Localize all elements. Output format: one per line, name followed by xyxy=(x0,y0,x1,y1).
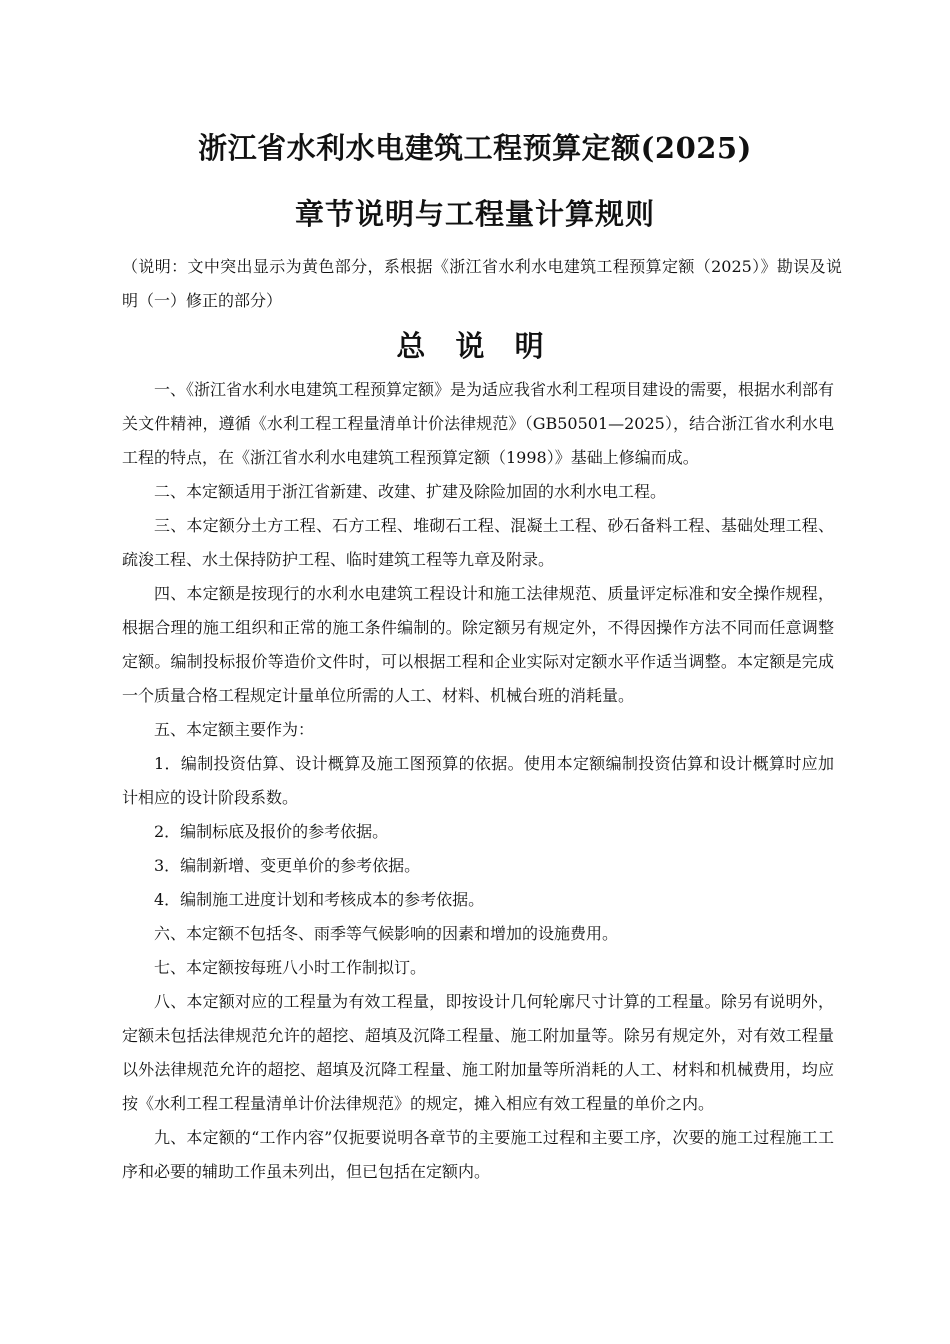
paragraph-3: 三、本定额分土方工程、石方工程、堆砌石工程、混凝土工程、砂石备料工程、基础处理工程、疏浚工程、水土保持防护工程、临时建筑工程等九章及附录。 xyxy=(122,516,834,569)
list-item-2: 2．编制标底及报价的参考依据。 xyxy=(154,822,389,841)
document-subtitle: 章节说明与工程量计算规则 xyxy=(294,197,655,231)
paragraph-8: 八、本定额对应的工程量为有效工程量，即按设计几何轮廓尺寸计算的工程量。除另有说明外，定额未包括法律规范允许的超挖、超填及沉降工程量、施工附加量等。除另有规定外，对有效工程量以外法律规范允许的超挖、超填及沉降工程量、施工附加量等所消耗的人工、材料和机械费用，均应按《水利工程工程量清单计价法律规范》的规定，摊入相应有效工程量的单价之内。 xyxy=(122,992,834,1113)
list-item-1: 1．编制投资估算、设计概算及施工图预算的依据。使用本定额编制投资估算和设计概算时应加计相应的设计阶段系数。 xyxy=(122,754,834,807)
body-text xyxy=(122,373,834,1189)
paragraph-2: 二、本定额适用于浙江省新建、改建、扩建及除险加固的水利水电工程。 xyxy=(154,482,667,501)
list-item-4: 4．编制施工进度计划和考核成本的参考依据。 xyxy=(154,890,485,909)
document-title: 浙江省水利水电建筑工程预算定额(2025) xyxy=(198,131,752,165)
paragraph-9: 九、本定额的“工作内容”仅扼要说明各章节的主要施工过程和主要工序，次要的施工过程施工工序和必要的辅助工作虽未列出，但已包括在定额内。 xyxy=(122,1128,834,1181)
paragraph-5: 五、本定额主要作为： xyxy=(154,720,315,739)
paragraph-6: 六、本定额不包括冬、雨季等气候影响的因素和增加的设施费用。 xyxy=(154,924,619,943)
paragraph-4: 四、本定额是按现行的水利水电建筑工程设计和施工法律规范、质量评定标准和安全操作规程，根据合理的施工组织和正常的施工条件编制的。除定额另有规定外，不得因操作方法不同而任意调整定额。编制投标报价等造价文件时，可以根据工程和企业实际对定额水平作适当调整。本定额是完成一个质量合格工程规定计量单位所需的人工、材料、机械台班的消耗量。 xyxy=(122,584,834,705)
list-item-3: 3．编制新增、变更单价的参考依据。 xyxy=(154,856,421,875)
revision-note: （说明：文中突出显示为黄色部分，系根据《浙江省水利水电建筑工程预算定额（2025）》勘误及说明（一）修正的部分） xyxy=(122,257,842,310)
section-heading: 总 说 明 xyxy=(396,329,554,363)
paragraph-7: 七、本定额按每班八小时工作制拟订。 xyxy=(154,958,427,977)
paragraph-1: 一、《浙江省水利水电建筑工程预算定额》是为适应我省水利工程项目建设的需要，根据水利部有关文件精神，遵循《水利工程工程量清单计价法律规范》（GB50501—2025），结合浙江省水利水电工程的特点，在《浙江省水利水电建筑工程预算定额（1998）》基础上修编而成。 xyxy=(122,380,835,467)
